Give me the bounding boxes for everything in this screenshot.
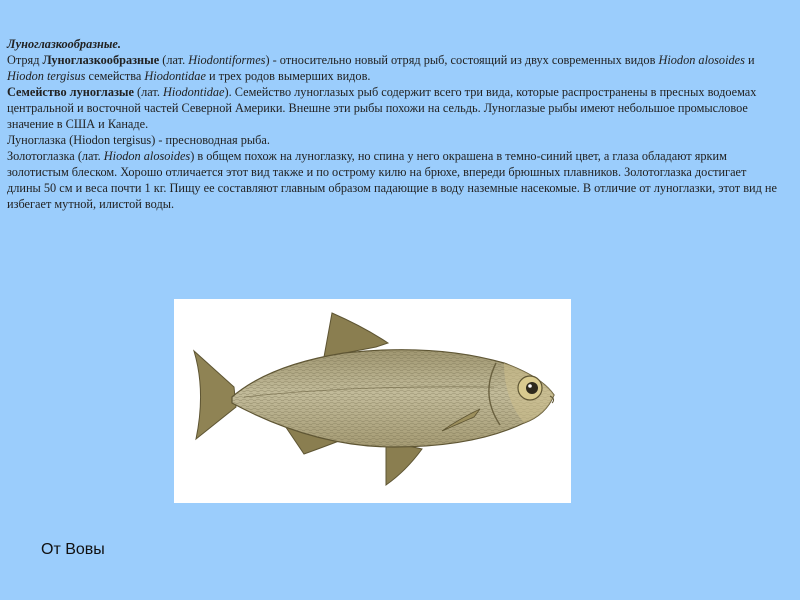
p1-c: (лат. [159, 53, 189, 67]
p4-a: Золотоглазка (лат. [7, 149, 104, 163]
p4-latin-species: Hiodon alosoides [103, 149, 191, 163]
paragraph-order [7, 52, 777, 84]
heading [7, 36, 777, 52]
p1-latin-order: Hiodontiformes [188, 53, 266, 67]
p1-g: и [744, 53, 755, 67]
p4-c: ) в общем похож на луноглазку, но спина у него окрашена в темно-синий цвет, а глаза обладают ярким золотистым блеском. Хорошо отличается этот вид также и по острому килю на брюхе, впереди брюшных плавников. Золотоглазка достигает длины 50 см и веса почти 1 кг. Пищу ее составляют главным образом падающие в воду наземные насекомые. В отличие от луноглазки, этот вид не избегает мутной, илистой воды. [7, 149, 777, 211]
author-signature: От Вовы [41, 541, 105, 558]
paragraph-mooneye [7, 132, 777, 148]
p1-family: Hiodontidae [144, 69, 206, 83]
p2-family-name: Семейство луноглазые [7, 85, 134, 99]
paragraph-family [7, 84, 777, 132]
paragraph-goldeye [7, 148, 777, 212]
p1-species-2: Hiodon tergisus [7, 69, 86, 83]
fish-drawing [174, 299, 571, 503]
article-text [7, 36, 777, 212]
tail-fin [194, 351, 236, 439]
p3-text: Луноглазка (Hiodon tergisus) - пресноводная рыба. [7, 133, 270, 147]
p1-species-1: Hiodon alosoides [658, 53, 745, 67]
p2-latin-family: Hiodontidae [163, 85, 225, 99]
pelvic-fin [386, 441, 422, 485]
p2-d: ). Семейство луноглазых рыб содержит всего три вида, которые распространены в пресных водоемах центральной и восточной частей Северной Америки. Внешне эти рыбы похожи на сельдь. Луноглазые рыбы имеют небольшое промысловое значение в США и Канаде. [7, 85, 757, 131]
p1-a: Отряд [7, 53, 43, 67]
heading-text: Луноглазкообразные. [7, 37, 121, 51]
p1-k: и трех родов вымерших видов. [205, 69, 371, 83]
p1-e: ) - относительно новый отряд рыб, состоящий из двух современных видов [265, 53, 659, 67]
p2-b: (лат. [133, 85, 164, 99]
p1-i: семейства [85, 69, 145, 83]
p1-order-name: Луноглазкообразные [42, 53, 160, 67]
fish-illustration [174, 299, 571, 503]
